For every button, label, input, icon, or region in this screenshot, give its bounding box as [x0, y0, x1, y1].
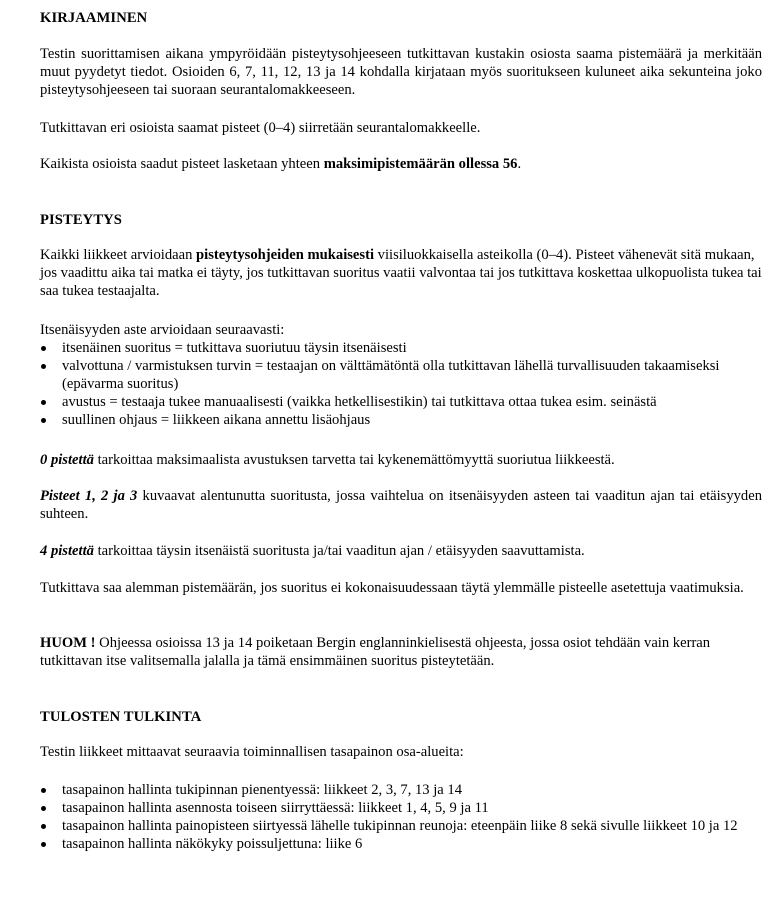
list-item: tasapainon hallinta painopisteen siirtyessä lähelle tukipinnan reunoja: eteenpäin liike 8 sekä sivulle liikkeet 10 ja 12 — [40, 817, 762, 835]
bullet-icon — [41, 824, 46, 829]
bullet-icon — [41, 806, 46, 811]
list-item: tasapainon hallinta näkökyky poissuljettuna: liike 6 — [40, 835, 762, 853]
list-item: valvottuna / varmistuksen turvin = testaajan on välttämätöntä olla tutkittavan lähellä turvallisuuden takaamiseksi (epävarma suoritus) — [40, 357, 762, 393]
paragraph-note: HUOM ! Ohjeessa osioissa 13 ja 14 poiketaan Bergin englanninkielisestä ohjeesta, jossa osiot tehdään vain kerran tutkittavan itse valitsemalla jalalla ja tämä ensimmäinen suoritus pisteytetään. — [40, 635, 711, 669]
section-heading-pisteytys: PISTEYTYS — [40, 212, 123, 228]
bullet-icon — [41, 842, 46, 847]
paragraph-lower-score: Tutkittava saa alemman pistemäärän, jos suoritus ei kokonaisuudessaan täytä ylemmälle pisteelle asetettuja vaatimuksia. — [40, 580, 744, 596]
paragraph-pisteytys-1: Kaikki liikkeet arvioidaan pisteytysohjeiden mukaisesti viisiluokkaisella asteikolla (0–4). Pisteet vähenevät sitä mukaan, jos vaadittu aika tai matka ei täyty, jos tutkittavan suoritus vaatii valvontaa tai jos tutkittava koskettaa ulkopuolista tukea tai saa tukea testaajalta. — [40, 247, 762, 299]
paragraph-four-points: 4 pistettä tarkoittaa täysin itsenäistä suoritusta ja/tai vaaditun ajan / etäisyyden saavuttamista. — [40, 543, 585, 559]
paragraph-kirjaaminen-2: Tutkittavan eri osioista saamat pisteet (0–4) siirretään seurantalomakkeelle. — [40, 120, 481, 136]
list-item: avustus = testaaja tukee manuaalisesti (vaikka hetkellisestikin) tai tutkittava ottaa tukea esim. seinästä — [40, 393, 762, 411]
max-score-text: maksimipistemäärän ollessa 56 — [323, 156, 518, 172]
bullet-icon — [41, 418, 46, 423]
scoring-guide-text: pisteytysohjeiden mukaisesti — [196, 247, 375, 263]
paragraph-kirjaaminen-3: Kaikista osioista saadut pisteet lasketaan yhteen maksimipistemäärän ollessa 56. — [40, 156, 522, 172]
bullet-icon — [41, 364, 46, 369]
bullet-icon — [41, 400, 46, 405]
section-heading-kirjaaminen: KIRJAAMINEN — [40, 10, 148, 26]
section-heading-tulosten-tulkinta: TULOSTEN TULKINTA — [40, 709, 202, 725]
balance-areas-list — [40, 781, 762, 853]
independence-intro: Itsenäisyyden aste arvioidaan seuraavasti: — [40, 322, 285, 338]
paragraph-kirjaaminen-1: Testin suorittamisen aikana ympyröidään pisteytysohjeeseen tutkittavan kustakin osiosta saama pistemäärä ja merkitään muut pyydetyt tiedot. Osioiden 6, 7, 11, 12, 13 ja 14 kohdalla kirjataan myös suoritukseen kuluneet aika sekunteina joko pisteytysohjeeseen tai suoraan seurantalomakkeeseen. — [40, 46, 762, 98]
paragraph-zero-points: 0 pistettä tarkoittaa maksimaalista avustuksen tarvetta tai kykenemättömyyttä suoriutua liikkeestä. — [40, 452, 615, 468]
list-item: suullinen ohjaus = liikkeen aikana annettu lisäohjaus — [40, 411, 762, 429]
bullet-icon — [41, 346, 46, 351]
paragraph-points-1-3: Pisteet 1, 2 ja 3 kuvaavat alentunutta suoritusta, jossa vaihtelua on itsenäisyyden asteen tai vaaditun ajan tai etäisyyden suhteen. — [40, 488, 762, 522]
bullet-icon — [41, 788, 46, 793]
list-item: tasapainon hallinta asennosta toiseen siirryttäessä: liikkeet 1, 4, 5, 9 ja 11 — [40, 799, 762, 817]
independence-levels-list — [40, 339, 762, 429]
list-item: tasapainon hallinta tukipinnan pienentyessä: liikkeet 2, 3, 7, 13 ja 14 — [40, 781, 762, 799]
list-item: itsenäinen suoritus = tutkittava suoriutuu täysin itsenäisesti — [40, 339, 762, 357]
results-intro: Testin liikkeet mittaavat seuraavia toiminnallisen tasapainon osa-alueita: — [40, 744, 464, 760]
note-label: HUOM ! — [40, 635, 96, 651]
